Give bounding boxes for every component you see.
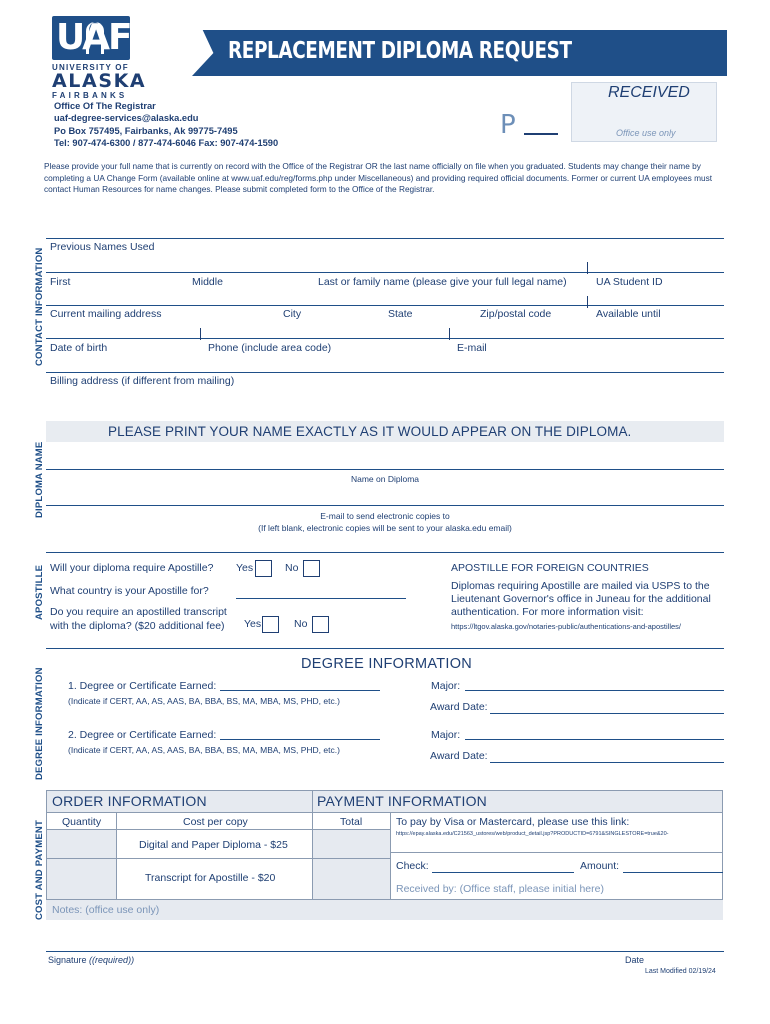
degree1-hint: (Indicate if CERT, AA, AS, AAS, BA, BBA, BS, MA, MBA, MS, PHD, etc.) — [68, 696, 340, 706]
col-quantity: Quantity — [62, 816, 102, 828]
page-title: REPLACEMENT DIPLOMA REQUEST — [228, 38, 572, 64]
order-head: ORDER INFORMATION — [52, 793, 207, 809]
diploma-name-line[interactable] — [46, 469, 724, 470]
mailing-address-label: Current mailing address — [50, 308, 162, 320]
item2-label: Transcript for Apostille - $20 — [145, 872, 276, 884]
apostille-info-head: APOSTILLE FOR FOREIGN COUNTRIES — [451, 562, 649, 574]
p-number-line[interactable] — [524, 133, 558, 135]
transcript-no-label: No — [294, 618, 308, 630]
order-divider-1 — [116, 812, 117, 899]
apostille-info-link[interactable]: https://ltgov.alaska.gov/notaries-public/authentications-and-apostilles/ — [451, 622, 681, 631]
apostille-country-line[interactable] — [236, 598, 406, 599]
electronic-email-note: (If left blank, electronic copies will be sent to your alaska.edu email) — [258, 523, 512, 533]
p-number-label: P — [500, 110, 516, 140]
apostille-no-checkbox[interactable] — [303, 560, 320, 577]
section-label-cost: COST AND PAYMENT — [34, 820, 45, 920]
dob-divider-1 — [200, 328, 201, 340]
student-id-label: UA Student ID — [596, 276, 663, 288]
degree1-major-line[interactable] — [465, 690, 724, 691]
apostille-info-body: Diplomas requiring Apostille are mailed via USPS to the Lieutenant Governor's office in Juneau for the additional authentication. For more information visit: — [451, 580, 711, 618]
uaf-logo-mark: UAF — [52, 16, 130, 60]
apostille-q3a: Do you require an apostilled transcript — [50, 606, 227, 618]
received-by-label: Received by: (Office staff, please initial here) — [396, 883, 604, 895]
section-label-degree: DEGREE INFORMATION — [34, 667, 45, 780]
item1-qty-cell[interactable] — [47, 830, 116, 858]
col-cost: Cost per copy — [183, 816, 248, 828]
item1-total-cell[interactable] — [313, 830, 390, 858]
electronic-email-label: E-mail to send electronic copies to — [320, 511, 450, 521]
received-label: RECEIVED — [608, 84, 690, 101]
logo-fairbanks: FAIRBANKS — [52, 91, 128, 100]
print-notice: PLEASE PRINT YOUR NAME EXACTLY AS IT WOULD APPEAR ON THE DIPLOMA. — [108, 424, 632, 439]
logo-alaska: ALASKA — [52, 70, 147, 92]
apostille-yes-checkbox[interactable] — [255, 560, 272, 577]
zip-label: Zip/postal code — [480, 308, 552, 320]
item2-total-cell[interactable] — [313, 859, 390, 899]
degree2-award-label: Award Date: — [430, 750, 488, 762]
degree1-award-line[interactable] — [490, 713, 724, 714]
signature-label — [48, 955, 134, 965]
first-name-label: First — [50, 276, 71, 288]
diploma-name-label: Name on Diploma — [350, 474, 420, 484]
degree-head: DEGREE INFORMATION — [301, 656, 473, 672]
logo-university-of: UNIVERSITY OF — [52, 63, 129, 72]
degree2-major-label: Major: — [431, 729, 461, 741]
dob-divider-2 — [449, 328, 450, 340]
notes-label: Notes: (office use only) — [52, 904, 160, 916]
signature-required: ((required)) — [89, 955, 135, 965]
section-label-diploma: DIPLOMA NAME — [34, 441, 45, 518]
billing-line[interactable] — [46, 372, 724, 373]
registrar-phone: Tel: 907-474-6300 / 877-474-6046 Fax: 907-474-1590 — [54, 138, 279, 149]
check-line[interactable] — [432, 872, 574, 873]
section-label-contact: CONTACT INFORMATION — [34, 247, 45, 366]
intro-paragraph: Please provide your full name that is currently on record with the Office of the Registrar OR the last name officially on file when you graduated. Students may change their name by completing a UA Change Form (available online at www.uaf.edu/reg/forms.php under Miscellaneous) and providing required official documents. Former or current UA employees must contact Human Resources for name changes. Please submit completed form to the Office of the Registrar. — [44, 161, 713, 195]
degree2-line[interactable] — [220, 739, 380, 740]
signature-required-word: (required) — [92, 955, 132, 965]
last-name-label: Last or family name (please give your full legal name) — [318, 276, 567, 288]
head-divider — [312, 790, 313, 812]
check-label: Check: — [396, 860, 429, 872]
transcript-yes-checkbox[interactable] — [262, 616, 279, 633]
degree1-award-label: Award Date: — [430, 701, 488, 713]
registrar-po-box: Po Box 757495, Fairbanks, Ak 99775-7495 — [54, 125, 238, 136]
item2-qty-cell[interactable] — [47, 859, 116, 899]
dob-label: Date of birth — [50, 342, 108, 354]
order-head-rule — [46, 812, 723, 813]
payment-rule — [390, 852, 723, 853]
degree2-award-line[interactable] — [490, 762, 724, 763]
visa-text: To pay by Visa or Mastercard, please use this link: — [396, 816, 630, 828]
office-use-label: Office use only — [616, 128, 676, 138]
name-divider — [587, 262, 588, 274]
degree2-major-line[interactable] — [465, 739, 724, 740]
apostille-no-label: No — [285, 562, 299, 574]
transcript-no-checkbox[interactable] — [312, 616, 329, 633]
electronic-email-line[interactable] — [46, 505, 724, 506]
degree1-major-label: Major: — [431, 680, 461, 692]
registrar-contact — [54, 100, 278, 150]
item1-label: Digital and Paper Diploma - $25 — [139, 839, 288, 851]
registrar-email: uaf-degree-services@alaska.edu — [54, 113, 199, 124]
amount-label: Amount: — [580, 860, 620, 872]
phone-label: Phone (include area code) — [208, 342, 332, 354]
apostille-q2: What country is your Apostille for? — [50, 585, 209, 597]
amount-line[interactable] — [623, 872, 723, 873]
address-divider — [587, 296, 588, 308]
dob-line[interactable] — [46, 338, 724, 339]
degree2-hint: (Indicate if CERT, AA, AS, AAS, BA, BBA, BS, MA, MBA, MS, PHD, etc.) — [68, 745, 340, 755]
degree1-label: 1. Degree or Certificate Earned: — [68, 680, 217, 692]
col-total: Total — [340, 816, 363, 828]
section-label-apostille: APOSTILLE — [34, 564, 45, 620]
last-modified: Last Modified 02/19/24 — [645, 968, 716, 975]
degree-top-rule — [46, 648, 724, 649]
uaf-logo — [52, 16, 147, 100]
degree2-label: 2. Degree or Certificate Earned: — [68, 729, 217, 741]
apostille-q3b: with the diploma? ($20 additional fee) — [50, 620, 225, 632]
signature-line[interactable] — [46, 951, 724, 952]
signature-word: Signature — [48, 955, 87, 965]
date-label: Date — [625, 955, 645, 965]
apostille-q1: Will your diploma require Apostille? — [50, 562, 214, 574]
city-label: City — [283, 308, 302, 320]
available-until-label: Available until — [596, 308, 661, 320]
registrar-office: Office Of The Registrar — [54, 101, 156, 111]
middle-name-label: Middle — [192, 276, 223, 288]
payment-link[interactable]: https://epay.alaska.edu/C21563_ustores/web/product_detail.jsp?PRODUCTID=6791&SINGLESTORE=true&20- — [396, 831, 669, 837]
name-line[interactable] — [46, 272, 724, 273]
payment-head: PAYMENT INFORMATION — [317, 793, 487, 809]
address-line[interactable] — [46, 305, 724, 306]
order-divider-3 — [390, 812, 391, 899]
degree1-line[interactable] — [220, 690, 380, 691]
apostille-top-rule — [46, 552, 724, 553]
transcript-yes-label: Yes — [244, 618, 262, 630]
email-label: E-mail — [457, 342, 487, 354]
state-label: State — [388, 308, 413, 320]
previous-names-line[interactable] — [46, 238, 724, 239]
previous-names-label: Previous Names Used — [50, 241, 155, 253]
apostille-yes-label: Yes — [236, 562, 254, 574]
billing-label: Billing address (if different from mailing) — [50, 375, 235, 387]
